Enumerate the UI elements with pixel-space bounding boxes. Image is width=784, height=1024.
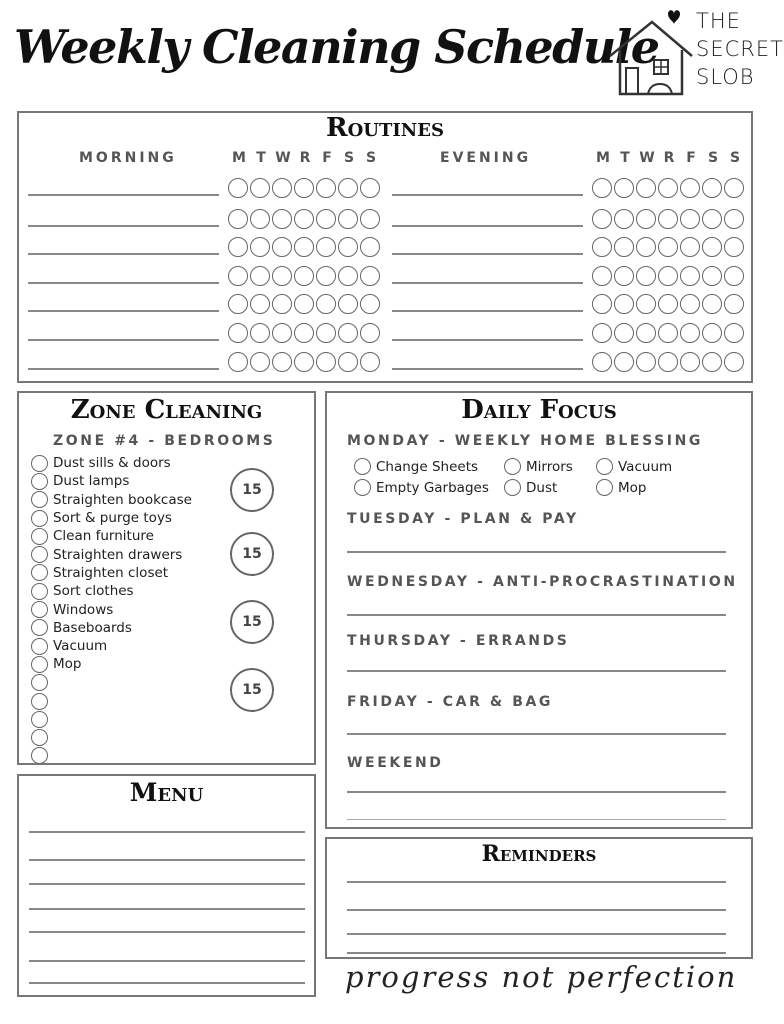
evening-day-checkbox[interactable] (680, 266, 700, 286)
checkbox-circle[interactable] (354, 458, 371, 475)
monday-heading: MONDAY - WEEKLY HOME BLESSING (347, 433, 704, 449)
task-label: Sort & purge toys (53, 510, 172, 527)
evening-day-checkbox[interactable] (636, 209, 656, 229)
evening-day-checkbox[interactable] (614, 266, 634, 286)
evening-day-checkbox[interactable] (702, 266, 722, 286)
morning-day-checkbox[interactable] (272, 209, 292, 229)
evening-day-checkbox[interactable] (592, 323, 612, 343)
evening-day-checkbox[interactable] (724, 352, 744, 372)
checkbox-circle[interactable] (31, 674, 48, 691)
evening-label: EVENING (440, 150, 532, 166)
zone-task-item[interactable] (31, 600, 113, 618)
zone-task-item[interactable] (31, 527, 154, 545)
morning-day-checkbox[interactable] (338, 323, 358, 343)
morning-day-checkbox[interactable] (294, 178, 314, 198)
morning-routine-line[interactable] (28, 282, 219, 284)
reminder-writing-line[interactable] (347, 952, 726, 954)
evening-routine-line[interactable] (392, 253, 583, 255)
zone-subtitle: ZONE #4 - BEDROOMS (53, 433, 276, 449)
task-label: Straighten bookcase (53, 491, 192, 508)
evening-day-checkbox[interactable] (724, 237, 744, 257)
evening-day-checkbox[interactable] (614, 209, 634, 229)
evening-day-checkbox[interactable] (680, 237, 700, 257)
menu-writing-line[interactable] (29, 960, 305, 962)
zone-task-item[interactable] (31, 509, 172, 527)
morning-day-checkbox[interactable] (316, 323, 336, 343)
menu-writing-line[interactable] (29, 908, 305, 910)
checkbox-circle[interactable] (354, 479, 371, 496)
day-letter: S (365, 150, 377, 166)
zone-task-item[interactable] (31, 546, 182, 564)
checkbox-circle[interactable] (31, 638, 48, 655)
checkbox-circle[interactable] (31, 455, 48, 472)
zone-task-item[interactable] (31, 564, 168, 582)
morning-day-checkbox[interactable] (250, 266, 270, 286)
evening-day-checkbox[interactable] (702, 352, 722, 372)
evening-routine-line[interactable] (392, 282, 583, 284)
day-letter: T (256, 150, 266, 166)
morning-day-checkbox[interactable] (360, 266, 380, 286)
task-label: Dust (526, 479, 558, 496)
evening-day-checkbox[interactable] (724, 266, 744, 286)
evening-day-checkbox[interactable] (614, 294, 634, 314)
morning-days-header (228, 150, 382, 166)
wednesday-heading: WEDNESDAY - ANTI-PROCRASTINATION (347, 574, 738, 590)
monday-task-change-sheets[interactable] (354, 458, 478, 475)
wednesday-writing-line[interactable] (347, 614, 726, 616)
motto-text: progress not perfection (345, 960, 738, 994)
secret-slob-logo (606, 6, 784, 102)
task-label: Vacuum (618, 458, 673, 475)
friday-writing-line[interactable] (347, 733, 726, 735)
morning-day-checkbox[interactable] (294, 237, 314, 257)
morning-label: MORNING (79, 150, 177, 166)
checkbox-circle[interactable] (504, 458, 521, 475)
checkbox-circle[interactable] (31, 656, 48, 673)
logo-text-slob: SLOB (696, 65, 755, 89)
zone-task-item[interactable] (31, 729, 53, 747)
tuesday-heading: TUESDAY - PLAN & PAY (347, 511, 579, 527)
task-label: Windows (53, 601, 114, 618)
day-letter: S (707, 150, 719, 166)
morning-day-checkbox[interactable] (338, 237, 358, 257)
evening-routine-line[interactable] (392, 194, 583, 196)
logo-text-secret: SECRET (696, 37, 784, 61)
morning-day-checkbox[interactable] (360, 294, 380, 314)
day-letter: S (729, 150, 741, 166)
morning-day-checkbox[interactable] (250, 209, 270, 229)
evening-day-checkbox[interactable] (680, 209, 700, 229)
task-label: Sort clothes (53, 583, 134, 600)
task-label: Dust lamps (53, 473, 130, 490)
timer-15-minutes[interactable]: 15 (230, 532, 274, 576)
friday-heading: FRIDAY - CAR & BAG (347, 694, 554, 710)
morning-day-checkbox[interactable] (294, 209, 314, 229)
checkbox-circle[interactable] (596, 458, 613, 475)
zone-task-item[interactable] (31, 454, 171, 472)
task-label: Mop (53, 656, 82, 673)
day-letter: M (596, 150, 610, 166)
evening-day-checkbox[interactable] (592, 266, 612, 286)
reminder-writing-line[interactable] (347, 881, 726, 883)
task-label: Straighten drawers (53, 546, 183, 563)
task-label: Clean furniture (53, 528, 154, 545)
page-title: Weekly Cleaning Schedule (14, 20, 659, 74)
evening-routine-line[interactable] (392, 339, 583, 341)
evening-day-checkbox[interactable] (658, 178, 678, 198)
evening-day-checkbox[interactable] (702, 209, 722, 229)
evening-day-checkbox[interactable] (658, 323, 678, 343)
zone-task-item[interactable] (31, 655, 81, 673)
morning-day-checkbox[interactable] (360, 209, 380, 229)
morning-day-checkbox[interactable] (338, 352, 358, 372)
morning-day-checkbox[interactable] (360, 178, 380, 198)
evening-days-header (592, 150, 746, 166)
day-letter: T (620, 150, 630, 166)
zone-task-item[interactable] (31, 637, 107, 655)
evening-day-checkbox[interactable] (702, 178, 722, 198)
morning-day-checkbox[interactable] (228, 178, 248, 198)
morning-day-checkbox[interactable] (250, 323, 270, 343)
evening-day-checkbox[interactable] (658, 266, 678, 286)
routines-title: Routines (326, 113, 444, 143)
evening-day-checkbox[interactable] (636, 323, 656, 343)
checkbox-circle[interactable] (31, 546, 48, 563)
morning-day-checkbox[interactable] (316, 209, 336, 229)
morning-day-checkbox[interactable] (316, 178, 336, 198)
day-letter: R (663, 150, 675, 166)
checkbox-circle[interactable] (31, 510, 48, 527)
reminders-title: Reminders (481, 841, 597, 867)
evening-day-checkbox[interactable] (680, 323, 700, 343)
morning-day-checkbox[interactable] (228, 352, 248, 372)
morning-day-checkbox[interactable] (228, 294, 248, 314)
zone-cleaning-panel (17, 391, 316, 765)
evening-day-checkbox[interactable] (614, 323, 634, 343)
morning-day-checkbox[interactable] (228, 266, 248, 286)
reminder-writing-line[interactable] (347, 933, 726, 935)
morning-routine-line[interactable] (28, 253, 219, 255)
checkbox-circle[interactable] (31, 711, 48, 728)
morning-day-checkbox[interactable] (272, 266, 292, 286)
zone-cleaning-title: Zone Cleaning (70, 395, 263, 425)
evening-routine-line[interactable] (392, 310, 583, 312)
evening-day-checkbox[interactable] (702, 237, 722, 257)
evening-day-checkbox[interactable] (592, 237, 612, 257)
evening-day-checkbox[interactable] (724, 209, 744, 229)
evening-day-checkbox[interactable] (614, 237, 634, 257)
evening-day-checkbox[interactable] (724, 323, 744, 343)
morning-day-checkbox[interactable] (228, 323, 248, 343)
morning-day-checkbox[interactable] (360, 323, 380, 343)
zone-task-item[interactable] (31, 692, 53, 710)
evening-day-checkbox[interactable] (592, 209, 612, 229)
checkbox-circle[interactable] (31, 747, 48, 764)
evening-day-checkbox[interactable] (702, 294, 722, 314)
evening-day-checkbox[interactable] (592, 294, 612, 314)
morning-day-checkbox[interactable] (228, 237, 248, 257)
zone-task-item[interactable] (31, 491, 192, 509)
menu-writing-line[interactable] (29, 831, 305, 833)
day-letter: F (322, 150, 332, 166)
daily-focus-panel (325, 391, 753, 829)
evening-day-checkbox[interactable] (636, 237, 656, 257)
menu-writing-line[interactable] (29, 982, 305, 984)
monday-task-mirrors[interactable] (504, 458, 573, 475)
task-label: Empty Garbages (376, 479, 489, 496)
evening-day-checkbox[interactable] (724, 294, 744, 314)
evening-day-checkbox[interactable] (636, 178, 656, 198)
checkbox-circle[interactable] (31, 619, 48, 636)
morning-day-checkbox[interactable] (360, 237, 380, 257)
zone-task-item[interactable] (31, 747, 53, 765)
evening-day-checkbox[interactable] (680, 294, 700, 314)
evening-routine-line[interactable] (392, 368, 583, 370)
evening-day-checkbox[interactable] (724, 178, 744, 198)
day-letter: W (275, 150, 291, 166)
monday-task-empty-garbages[interactable] (354, 479, 489, 496)
evening-day-checkbox[interactable] (702, 323, 722, 343)
morning-day-checkbox[interactable] (316, 294, 336, 314)
morning-day-checkbox[interactable] (294, 294, 314, 314)
zone-task-item[interactable] (31, 472, 129, 490)
evening-day-checkbox[interactable] (658, 209, 678, 229)
reminder-writing-line[interactable] (347, 909, 726, 911)
morning-day-checkbox[interactable] (338, 209, 358, 229)
checkbox-circle[interactable] (31, 564, 48, 581)
weekend-writing-line[interactable] (347, 791, 726, 793)
timer-15-minutes[interactable]: 15 (230, 600, 274, 644)
evening-day-checkbox[interactable] (658, 294, 678, 314)
checkbox-circle[interactable] (31, 491, 48, 508)
day-letter: R (299, 150, 311, 166)
monday-task-vacuum[interactable] (596, 458, 672, 475)
menu-writing-line[interactable] (29, 883, 305, 885)
evening-day-checkbox[interactable] (592, 352, 612, 372)
evening-day-checkbox[interactable] (636, 266, 656, 286)
timer-15-minutes[interactable]: 15 (230, 468, 274, 512)
evening-day-checkbox[interactable] (680, 178, 700, 198)
tuesday-writing-line[interactable] (347, 551, 726, 553)
timer-15-minutes[interactable]: 15 (230, 668, 274, 712)
monday-task-mop[interactable] (596, 479, 646, 496)
evening-day-checkbox[interactable] (636, 352, 656, 372)
menu-panel (17, 774, 316, 997)
menu-title: Menu (129, 778, 204, 807)
morning-day-checkbox[interactable] (272, 352, 292, 372)
zone-task-item[interactable] (31, 710, 53, 728)
menu-writing-line[interactable] (29, 931, 305, 933)
morning-routine-line[interactable] (28, 225, 219, 227)
task-label: Mop (618, 479, 647, 496)
morning-day-checkbox[interactable] (294, 323, 314, 343)
evening-day-checkbox[interactable] (614, 352, 634, 372)
task-label: Dust sills & doors (53, 455, 171, 472)
reminders-panel (325, 837, 753, 959)
morning-day-checkbox[interactable] (250, 352, 270, 372)
evening-day-checkbox[interactable] (636, 294, 656, 314)
monday-task-dust[interactable] (504, 479, 557, 496)
morning-day-checkbox[interactable] (228, 209, 248, 229)
morning-day-checkbox[interactable] (250, 294, 270, 314)
task-label: Mirrors (526, 458, 573, 475)
checkbox-circle[interactable] (31, 693, 48, 710)
morning-day-checkbox[interactable] (338, 294, 358, 314)
logo-text-the: THE (696, 9, 741, 33)
morning-routine-line[interactable] (28, 368, 219, 370)
routines-panel (17, 111, 753, 383)
weekend-heading: WEEKEND (347, 755, 444, 771)
menu-writing-line[interactable] (29, 859, 305, 861)
morning-day-checkbox[interactable] (316, 266, 336, 286)
task-label: Vacuum (53, 638, 108, 655)
thursday-heading: THURSDAY - ERRANDS (347, 633, 570, 649)
daily-focus-title: Daily Focus (461, 395, 617, 425)
day-letter: W (639, 150, 655, 166)
morning-day-checkbox[interactable] (272, 178, 292, 198)
evening-day-checkbox[interactable] (658, 237, 678, 257)
morning-day-checkbox[interactable] (294, 352, 314, 372)
checkbox-circle[interactable] (31, 601, 48, 618)
task-label: Change Sheets (376, 458, 479, 475)
morning-day-checkbox[interactable] (316, 237, 336, 257)
morning-day-checkbox[interactable] (338, 266, 358, 286)
morning-routine-line[interactable] (28, 310, 219, 312)
weekend-writing-line[interactable] (347, 819, 726, 820)
evening-day-checkbox[interactable] (614, 178, 634, 198)
checkbox-circle[interactable] (596, 479, 613, 496)
morning-day-checkbox[interactable] (294, 266, 314, 286)
day-letter: M (232, 150, 246, 166)
morning-day-checkbox[interactable] (272, 323, 292, 343)
checkbox-circle[interactable] (31, 583, 48, 600)
thursday-writing-line[interactable] (347, 670, 726, 672)
day-letter: F (686, 150, 696, 166)
morning-day-checkbox[interactable] (272, 237, 292, 257)
morning-day-checkbox[interactable] (360, 352, 380, 372)
zone-task-item[interactable] (31, 582, 134, 600)
evening-day-checkbox[interactable] (592, 178, 612, 198)
morning-day-checkbox[interactable] (250, 237, 270, 257)
checkbox-circle[interactable] (31, 473, 48, 490)
zone-task-item[interactable] (31, 674, 53, 692)
evening-day-checkbox[interactable] (680, 352, 700, 372)
checkbox-circle[interactable] (31, 528, 48, 545)
morning-day-checkbox[interactable] (316, 352, 336, 372)
morning-day-checkbox[interactable] (250, 178, 270, 198)
morning-day-checkbox[interactable] (338, 178, 358, 198)
task-label: Baseboards (53, 619, 132, 636)
morning-day-checkbox[interactable] (272, 294, 292, 314)
checkbox-circle[interactable] (31, 729, 48, 746)
house-icon (606, 6, 696, 102)
morning-routine-line[interactable] (28, 194, 219, 196)
evening-day-checkbox[interactable] (658, 352, 678, 372)
evening-routine-line[interactable] (392, 225, 583, 227)
checkbox-circle[interactable] (504, 479, 521, 496)
day-letter: S (343, 150, 355, 166)
morning-routine-line[interactable] (28, 339, 219, 341)
task-label: Straighten closet (53, 564, 169, 581)
zone-task-item[interactable] (31, 619, 132, 637)
